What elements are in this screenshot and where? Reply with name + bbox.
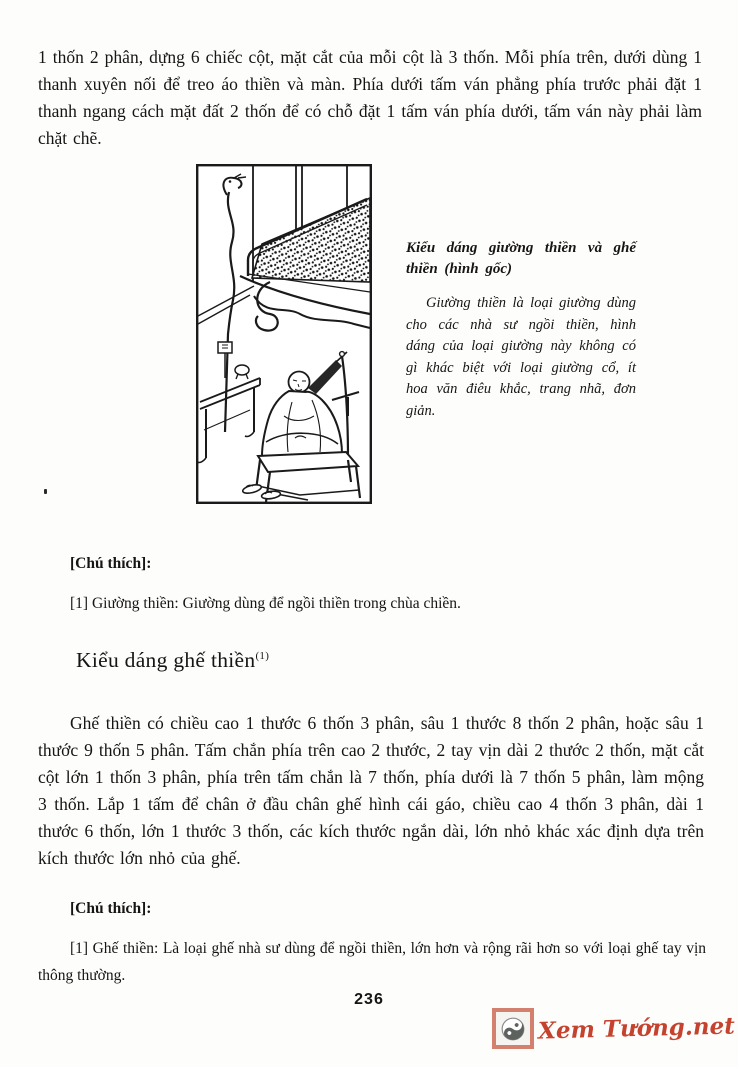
watermark-logo-box — [492, 1008, 534, 1049]
section-heading — [76, 648, 269, 673]
page-number: 236 — [354, 991, 384, 1008]
footnote-section-1 — [38, 550, 706, 617]
yin-yang-icon — [496, 1012, 530, 1045]
intro-paragraph: 1 thốn 2 phân, dựng 6 chiếc cột, mặt cắt của mỗi cột là 3 thốn. Mỗi phía trên, dưới dùng 1 thanh xuyên nối để treo áo thiền và màn. Phía dưới tấm ván phẳng phía trước phải đặt 1 thanh ngang cách mặt đất 2 thốn để có chỗ đặt 1 tấm ván phía dưới, tấm ván này phải làm chặt chẽ. — [38, 46, 702, 148]
meditation-bed-illustration — [196, 164, 372, 504]
watermark-text: Xem Tướng.net — [537, 1012, 736, 1045]
illustration-svg — [196, 164, 372, 504]
footnote-item: [1] Giường thiền: Giường dùng để ngồi thiền trong chùa chiền. — [70, 595, 461, 612]
footnote-label: [Chú thích]: — [70, 555, 152, 572]
watermark — [492, 1008, 735, 1049]
section-body-paragraph: Ghế thiền có chiều cao 1 thước 6 thốn 3 phân, sâu 1 thước 8 thốn 2 phân, hoặc sâu 1 thước 9 thốn 5 phân. Tấm chắn phía trên cao 2 thước, 2 tay vịn dài 2 thước 2 thốn, mặt cắt cột lớn 1 thốn 3 phân, phía trên tấm chắn là 7 thốn, phía dưới là 7 thốn 5 phân, làm mộng 3 thốn. Lắp 1 tấm để chân ở đầu chân ghế hình cái gáo, chiều cao 4 thốn 3 phân, dài 1 thước 6 thốn, lớn 1 thước 3 thốn, các kích thước ngắn dài, lớn nhỏ khác xác định dựa trên kích thước lớn nhỏ của ghế. — [38, 712, 704, 868]
figure-caption-title: Kiểu dáng giường thiền và ghế thiền (hình gốc) — [406, 240, 636, 277]
section-heading-text: Kiểu dáng ghế thiền — [76, 648, 256, 672]
footnote-marker: (1) — [255, 649, 270, 662]
footnote-section-2 — [38, 895, 706, 989]
scan-speck — [44, 489, 47, 494]
footnote-label: [Chú thích]: — [70, 900, 152, 917]
footnote-item: [1] Ghế thiền: Là loại ghế nhà sư dùng để ngồi thiền, lớn hơn và rộng rãi hơn so với loại ghế tay vịn thông thường. — [38, 940, 706, 984]
figure-caption-body: Giường thiền là loại giường dùng cho các nhà sư ngồi thiền, hình dáng của loại giường này không có gì khác biệt với loại giường cổ, ít hoa văn điêu khắc, trang nhã, đơn giản. — [406, 295, 636, 419]
figure-caption — [406, 238, 636, 422]
